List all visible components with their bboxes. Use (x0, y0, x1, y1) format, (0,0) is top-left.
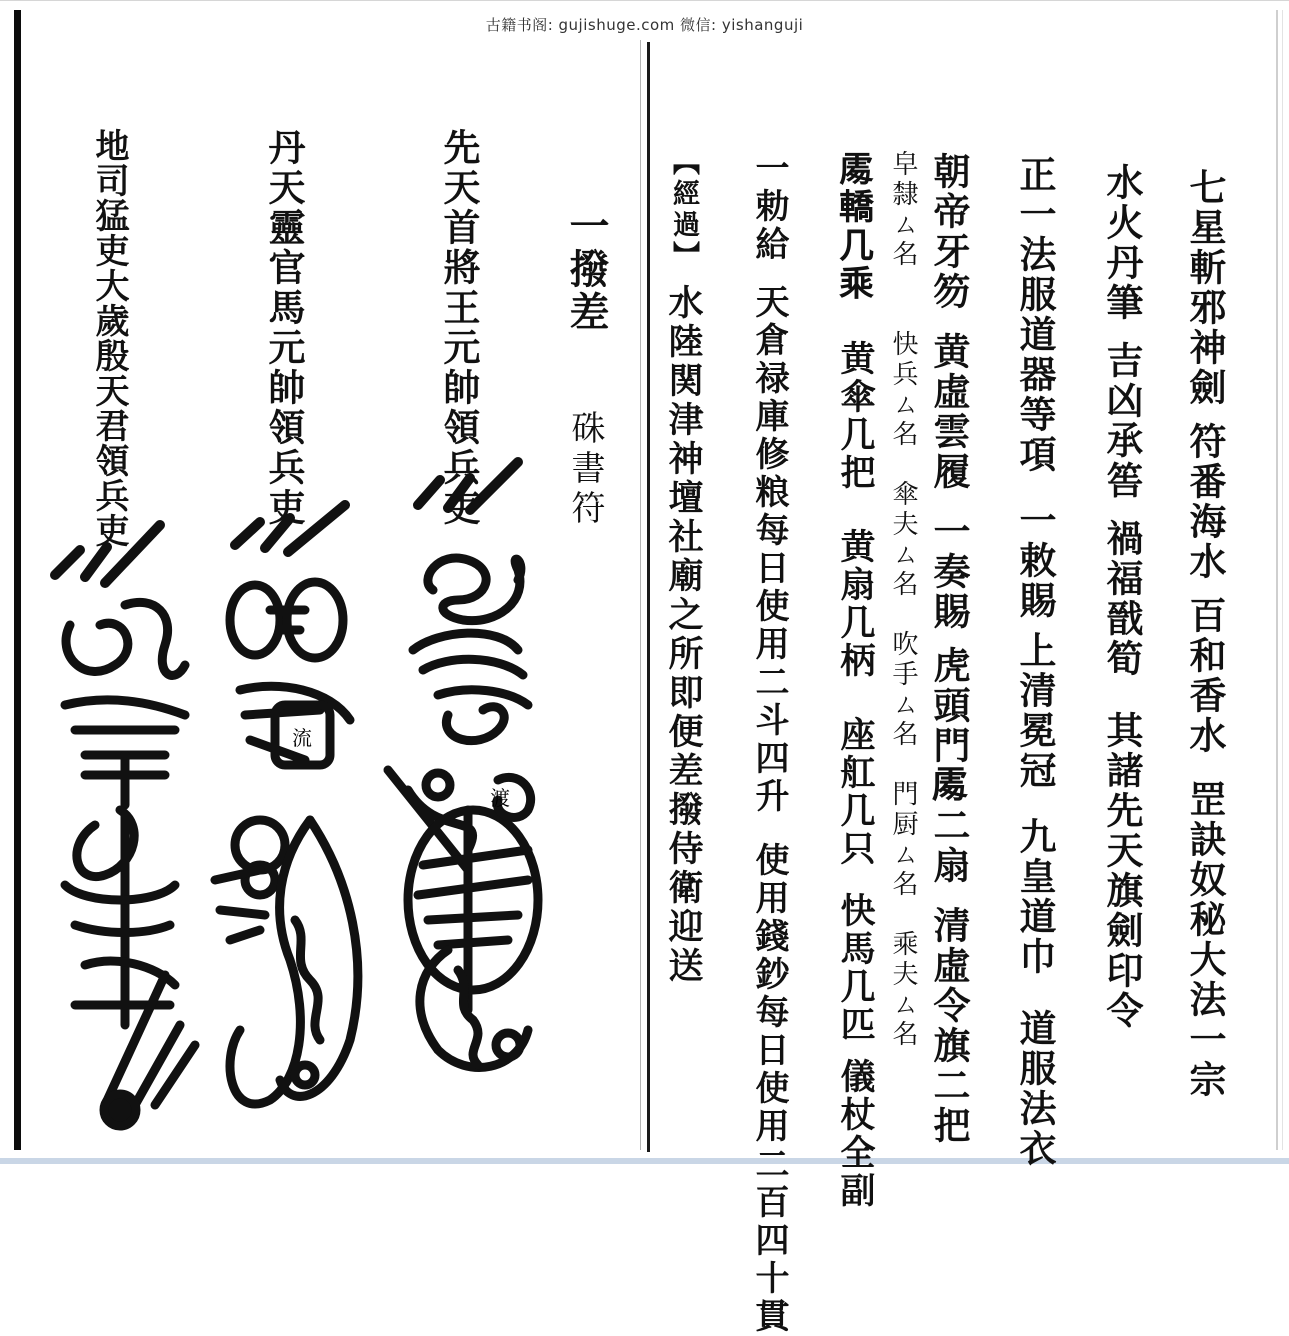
column-7-seg-1: 一勅給 (749, 150, 789, 264)
talisman-2-char: 流 (292, 726, 312, 750)
heading-sub-text: 硃書符 (565, 410, 605, 530)
column-1-seg-4: 罡訣奴秘大法一宗 (1183, 780, 1227, 1100)
column-3-seg-2: 一敕賜 (1013, 501, 1057, 621)
column-5 (890, 150, 916, 1050)
column-3 (1013, 155, 1057, 1169)
column-6-seg-1: 𠁅轎几乘 (835, 152, 876, 304)
column-5-seg-3: 傘夫ㄙ名 (888, 480, 918, 600)
column-2 (1100, 163, 1144, 1031)
column-4 (927, 152, 971, 1146)
watermark: 古籍书阁: gujishuge.com 微信: yishanguji (485, 16, 804, 34)
column-2-seg-4: 其諸先天旗劍印令 (1100, 711, 1144, 1031)
column-6-seg-4: 座舡几只 (835, 716, 876, 868)
column-7-seg-2: 天倉禄庫修粮每日使用二斗四升 (749, 284, 789, 816)
talisman-1 (378, 450, 548, 1130)
column-4-seg-1: 朝帝牙笏 (927, 152, 971, 312)
column-5-seg-4: 吹手ㄙ名 (888, 630, 918, 750)
column-7-seg-3: 使用錢鈔每日使用二百四十貫 (749, 842, 789, 1336)
commander-3-title: 地司猛吏大歲殷天君領兵吏 (89, 128, 129, 548)
talisman-1-char: 渡 (490, 786, 510, 810)
column-6-seg-5: 快馬几匹 (835, 892, 876, 1044)
heading-main (563, 205, 610, 334)
column-6-seg-2: 黄傘几把 (835, 340, 876, 492)
column-1-seg-2: 符番海水 (1183, 422, 1227, 582)
center-fold-line (647, 42, 650, 1152)
column-6-seg-6: 儀杖全副 (835, 1058, 876, 1210)
column-8-bracket-text: 經過 (668, 179, 699, 241)
column-1-seg-3: 百和香水 (1183, 596, 1227, 756)
column-4-seg-2: 黄虛雲履 (927, 332, 971, 492)
heading-sub (565, 410, 605, 530)
column-3-seg-4: 九皇道巾 (1013, 817, 1057, 977)
column-4-seg-5: 清虛令旗二把 (927, 906, 971, 1146)
column-8 (663, 148, 704, 986)
column-3-seg-5: 道服法衣 (1013, 1009, 1057, 1169)
heading-main-text: 一撥差 (563, 205, 610, 334)
center-fold-shadow (640, 40, 641, 1150)
column-5-seg-5: 門厨ㄙ名 (888, 780, 918, 900)
column-7 (749, 150, 789, 1336)
right-page-edge (1276, 10, 1278, 1150)
column-4-seg-4: 虎頭門𠁅二扇 (927, 646, 971, 886)
column-8-bracket: 【經過】 (668, 148, 699, 272)
column-5-seg-1: 皁隸ㄙ名 (888, 150, 918, 270)
left-binding-rule (14, 10, 21, 1150)
column-8-seg-1: 水陸関津神壇社廟之所即便差撥侍衛迎送 (663, 284, 704, 986)
commander-1-title: 先天首將王元帥領兵吏 (437, 128, 481, 528)
column-1 (1183, 168, 1227, 1100)
column-2-seg-1: 水火丹筆 (1100, 163, 1144, 323)
talisman-2 (210, 460, 370, 1120)
column-1-seg-1: 七星斬邪神劍 (1183, 168, 1227, 408)
right-page-edge-inner (1282, 10, 1283, 1150)
commander-3 (89, 128, 129, 548)
column-5-seg-6: 乘夫ㄙ名 (888, 930, 918, 1050)
column-4-seg-3: 一奏賜 (927, 512, 971, 632)
column-6-seg-3: 黄扇几柄 (835, 528, 876, 680)
column-3-seg-3: 上清冕冠 (1013, 631, 1057, 791)
talisman-3 (45, 505, 205, 1145)
column-2-seg-3: 禍福戩筍 (1100, 519, 1144, 679)
column-5-seg-2: 快兵ㄙ名 (888, 330, 918, 450)
commander-2-title: 丹天靈官馬元帥領兵吏 (262, 128, 306, 528)
column-3-seg-1: 正一法服道器等項 (1013, 155, 1057, 475)
column-2-seg-2: 吉凶𠄘筶 (1100, 341, 1144, 501)
column-6 (835, 152, 876, 1210)
